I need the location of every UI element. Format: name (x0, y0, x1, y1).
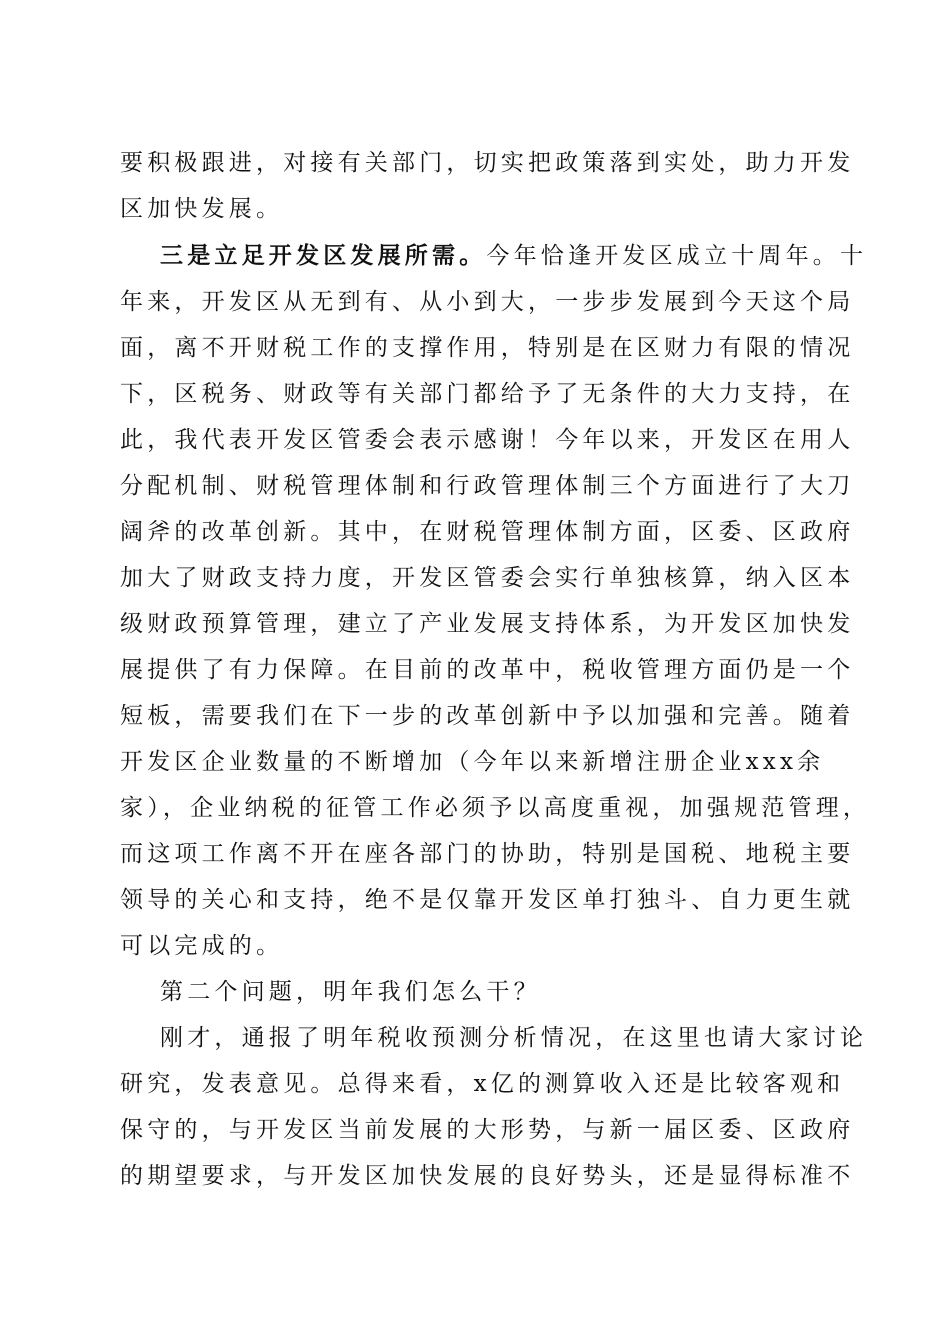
text-line: 展提供了有力保障。在目前的改革中，税收管理方面仍是一个 (120, 657, 855, 683)
text-line: 加大了财政支持力度，开发区管委会实行单独核算，纳入区本 (120, 565, 855, 591)
text-line: 分配机制、财税管理体制和行政管理体制三个方面进行了大刀 (120, 473, 855, 499)
text-line: 短板，需要我们在下一步的改革创新中予以加强和完善。随着 (120, 703, 855, 729)
text-line: 研究，发表意见。总得来看，x亿的测算收入还是比较客观和 (120, 1071, 845, 1097)
text-line: 级财政预算管理，建立了产业发展支持体系，为开发区加快发 (120, 611, 855, 637)
section-heading: 第二个问题，明年我们怎么干？ (160, 979, 541, 1005)
text-line: 此，我代表开发区管委会表示感谢！今年以来，开发区在用人 (120, 427, 855, 453)
text-line: 刚才，通报了明年税收预测分析情况，在这里也请大家讨论 (160, 1025, 868, 1051)
text-line: 领导的关心和支持，绝不是仅靠开发区单打独斗、自力更生就 (120, 887, 855, 913)
text-line: 下，区税务、财政等有关部门都给予了无条件的大力支持，在 (120, 381, 855, 407)
text-line: 而这项工作离不开在座各部门的协助，特别是国税、地税主要 (120, 841, 855, 867)
text-line: 家），企业纳税的征管工作必须予以高度重视，加强规范管理， (120, 795, 871, 821)
text-line: 开发区企业数量的不断增加（今年以来新增注册企业xxx余 (120, 749, 825, 775)
text-line: 要积极跟进，对接有关部门，切实把政策落到实处，助力开发 (120, 150, 855, 176)
text-line: 年来，开发区从无到有、从小到大，一步步发展到今天这个局 (120, 289, 855, 315)
text-line: 阔斧的改革创新。其中，在财税管理体制方面，区委、区政府 (120, 519, 855, 545)
paragraph-text: 今年恰逢开发区成立十周年。十 (486, 243, 868, 269)
text-line: 面，离不开财税工作的支撑作用，特别是在区财力有限的情况 (120, 335, 855, 361)
text-line: 保守的，与开发区当前发展的大形势，与新一届区委、区政府 (120, 1117, 855, 1143)
text-line: 的期望要求，与开发区加快发展的良好势头，还是显得标准不 (120, 1163, 855, 1189)
text-line: 区加快发展。 (120, 196, 284, 222)
text-line (160, 238, 868, 274)
text-line: 可以完成的。 (120, 933, 284, 959)
paragraph-lead: 三是立足开发区发展所需。 (160, 242, 487, 269)
